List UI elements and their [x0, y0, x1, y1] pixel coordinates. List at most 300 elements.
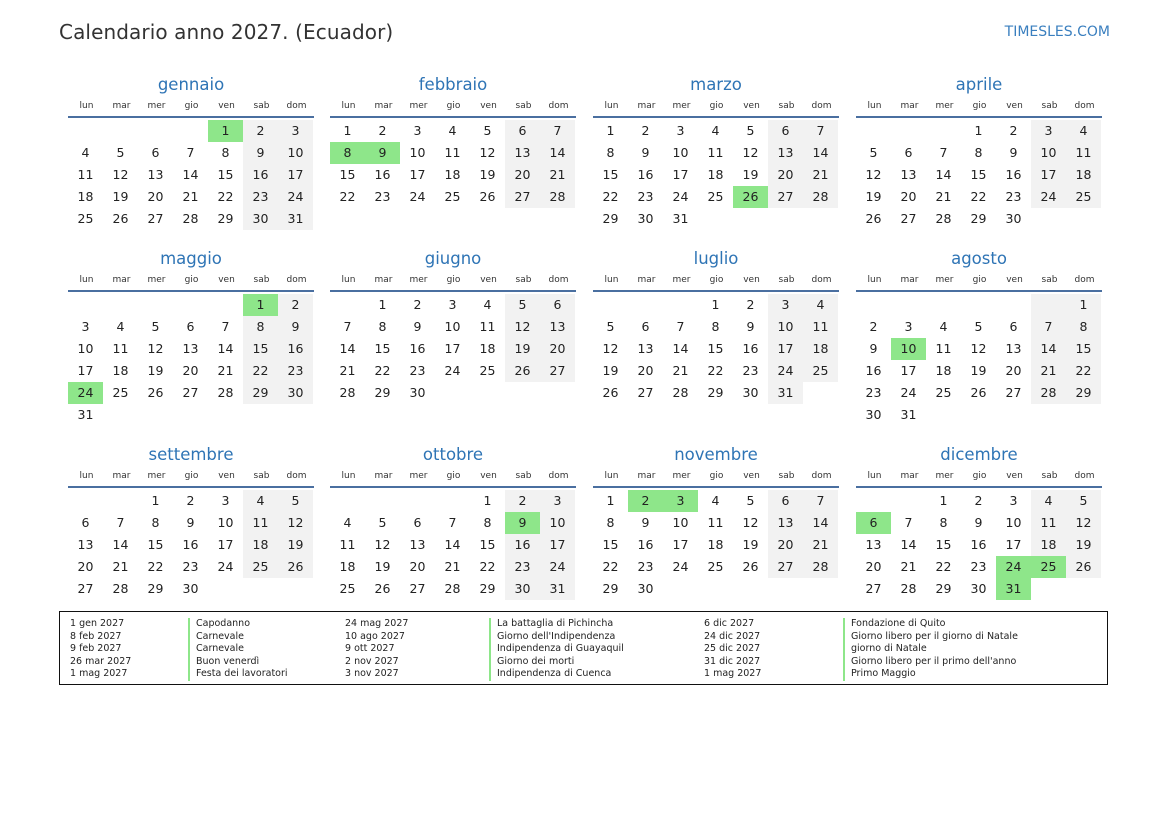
day-cell: 20 — [900, 189, 917, 204]
weekday-label: mer — [672, 101, 691, 111]
month-febbraio — [330, 74, 576, 208]
day-cell: 6 — [81, 515, 90, 530]
day-cell: 1 — [1066, 294, 1101, 316]
day-cell: 3 — [413, 123, 422, 138]
weekday-label: sab — [253, 471, 270, 481]
day-cell: 13 — [182, 341, 199, 356]
weekday-label: ven — [1006, 101, 1023, 111]
day-cell: 28 — [540, 186, 575, 208]
day-cell: 27 — [865, 581, 882, 596]
empty-cell — [961, 294, 996, 316]
day-cell: 6 — [641, 319, 650, 334]
empty-cell — [1031, 294, 1066, 316]
empty-cell — [173, 120, 208, 142]
day-cell: 11 — [444, 145, 461, 160]
day-cell: 30 — [182, 581, 199, 596]
empty-cell — [138, 294, 173, 316]
day-cell: 4 — [711, 493, 720, 508]
day-cell: 1 — [343, 123, 352, 138]
day-cell: 30 — [243, 208, 278, 230]
day-cell: 18 — [707, 537, 724, 552]
day-cell: 19 — [479, 167, 496, 182]
day-cell: 12 — [479, 145, 496, 160]
month-title: ottobre — [422, 445, 484, 464]
day-cell: 19 — [1066, 534, 1101, 556]
day-cell: 17 — [768, 338, 803, 360]
day-cell: 3 — [676, 123, 685, 138]
legend-holiday-name: La battaglia di Pichincha — [489, 618, 624, 631]
day-cell: 28 — [803, 556, 838, 578]
day-cell: 11 — [1066, 142, 1101, 164]
day-cell: 13 — [409, 537, 426, 552]
month-settembre — [68, 444, 314, 600]
weekday-label: mar — [900, 471, 919, 481]
day-cell: 1 — [606, 123, 615, 138]
holiday-day-cell: 1 — [243, 294, 278, 316]
day-cell: 17 — [409, 167, 426, 182]
day-cell: 2 — [974, 493, 983, 508]
day-cell: 14 — [540, 142, 575, 164]
weekday-label: mar — [374, 471, 393, 481]
month-rule — [68, 116, 314, 118]
day-cell: 5 — [278, 490, 313, 512]
day-cell: 31 — [672, 211, 689, 226]
weekday-label: dom — [548, 101, 569, 111]
month-rule — [330, 116, 576, 118]
day-cell: 29 — [970, 211, 987, 226]
day-cell: 31 — [900, 407, 917, 422]
day-cell: 8 — [221, 145, 230, 160]
holiday-legend — [59, 611, 1108, 685]
day-grid — [330, 490, 575, 600]
weekday-label: sab — [1041, 471, 1058, 481]
day-cell: 24 — [444, 363, 461, 378]
day-cell: 23 — [970, 559, 987, 574]
empty-cell — [891, 120, 926, 142]
day-cell: 26 — [505, 360, 540, 382]
day-cell: 25 — [707, 189, 724, 204]
day-cell: 21 — [1031, 360, 1066, 382]
day-cell: 17 — [1005, 537, 1022, 552]
day-grid — [593, 294, 838, 404]
day-cell: 10 — [1005, 515, 1022, 530]
day-cell: 5 — [116, 145, 125, 160]
empty-cell — [891, 294, 926, 316]
day-cell: 15 — [217, 167, 234, 182]
day-cell: 26 — [479, 189, 496, 204]
day-cell: 17 — [444, 341, 461, 356]
day-cell: 20 — [77, 559, 94, 574]
day-cell: 19 — [374, 559, 391, 574]
day-cell: 18 — [935, 363, 952, 378]
day-cell: 24 — [278, 186, 313, 208]
day-cell: 14 — [339, 341, 356, 356]
day-cell: 3 — [768, 294, 803, 316]
holiday-day-cell: 31 — [996, 578, 1031, 600]
day-cell: 24 — [217, 559, 234, 574]
day-cell: 7 — [676, 319, 685, 334]
legend-names-col-3 — [843, 618, 1018, 681]
day-cell: 6 — [540, 294, 575, 316]
month-maggio — [68, 248, 314, 426]
day-grid — [68, 490, 313, 600]
month-ottobre — [330, 444, 576, 600]
weekday-label: gio — [184, 275, 199, 285]
day-cell: 18 — [479, 341, 496, 356]
day-cell: 23 — [182, 559, 199, 574]
month-gennaio — [68, 74, 314, 230]
legend-date: 31 dic 2027 — [704, 655, 761, 667]
day-cell: 11 — [803, 316, 838, 338]
legend-date: 1 gen 2027 — [70, 618, 125, 629]
weekday-label: mer — [409, 275, 428, 285]
day-cell: 9 — [243, 142, 278, 164]
day-cell: 17 — [672, 537, 689, 552]
day-cell: 11 — [935, 341, 952, 356]
day-grid — [68, 294, 313, 426]
day-cell: 13 — [637, 341, 654, 356]
legend-date: 3 nov 2027 — [345, 668, 399, 679]
month-rule — [593, 486, 839, 488]
day-cell: 9 — [1009, 145, 1018, 160]
empty-cell — [926, 120, 961, 142]
weekday-label: dom — [811, 471, 832, 481]
weekday-header — [593, 99, 839, 113]
day-cell: 9 — [746, 319, 755, 334]
day-cell: 14 — [1031, 338, 1066, 360]
day-cell: 4 — [343, 515, 352, 530]
weekday-label: gio — [446, 471, 461, 481]
weekday-label: mer — [147, 101, 166, 111]
site-link[interactable]: TIMESLES.COM — [1004, 24, 1110, 40]
day-cell: 12 — [147, 341, 164, 356]
weekday-label: lun — [867, 471, 882, 481]
empty-cell — [208, 294, 243, 316]
weekday-label: ven — [743, 275, 760, 285]
empty-cell — [103, 120, 138, 142]
day-cell: 10 — [540, 512, 575, 534]
day-cell: 7 — [803, 120, 838, 142]
weekday-header — [330, 99, 576, 113]
day-cell: 29 — [243, 382, 278, 404]
day-cell: 30 — [637, 581, 654, 596]
month-rule — [593, 290, 839, 292]
legend-holiday-name: giorno di Natale — [843, 643, 1018, 656]
month-rule — [330, 290, 576, 292]
legend-holiday-name: Giorno libero per il primo dell'anno — [843, 656, 1018, 669]
day-cell: 3 — [904, 319, 913, 334]
legend-dates-col-3 — [704, 618, 761, 681]
day-cell: 5 — [151, 319, 160, 334]
day-cell: 7 — [186, 145, 195, 160]
day-cell: 30 — [505, 578, 540, 600]
weekday-label: dom — [811, 101, 832, 111]
legend-holiday-name: Capodanno — [188, 618, 288, 631]
day-cell: 9 — [641, 145, 650, 160]
day-cell: 18 — [112, 363, 129, 378]
day-cell: 9 — [869, 341, 878, 356]
day-cell: 5 — [869, 145, 878, 160]
day-cell: 10 — [444, 319, 461, 334]
weekday-label: dom — [286, 101, 307, 111]
weekday-label: lun — [867, 275, 882, 285]
month-marzo — [593, 74, 839, 230]
day-cell: 22 — [479, 559, 496, 574]
day-cell: 17 — [77, 363, 94, 378]
weekday-label: ven — [480, 471, 497, 481]
weekday-label: mer — [672, 471, 691, 481]
day-cell: 19 — [970, 363, 987, 378]
month-luglio — [593, 248, 839, 404]
day-cell: 29 — [217, 211, 234, 226]
day-cell: 27 — [900, 211, 917, 226]
day-cell: 26 — [1066, 556, 1101, 578]
day-cell: 2 — [505, 490, 540, 512]
day-cell: 15 — [243, 338, 278, 360]
weekday-label: gio — [972, 471, 987, 481]
day-cell: 26 — [374, 581, 391, 596]
legend-dates-col-2 — [345, 618, 408, 681]
day-cell: 25 — [935, 385, 952, 400]
day-cell: 15 — [602, 167, 619, 182]
legend-holiday-name: Fondazione di Quito — [843, 618, 1018, 631]
legend-holiday-name: Giorno dell'Indipendenza — [489, 631, 624, 644]
month-rule — [68, 290, 314, 292]
day-cell: 8 — [711, 319, 720, 334]
day-cell: 10 — [409, 145, 426, 160]
day-cell: 7 — [1031, 316, 1066, 338]
day-cell: 20 — [505, 164, 540, 186]
weekday-label: ven — [743, 471, 760, 481]
day-cell: 14 — [672, 341, 689, 356]
day-cell: 5 — [483, 123, 492, 138]
weekday-label: ven — [218, 275, 235, 285]
day-cell: 27 — [768, 186, 803, 208]
day-cell: 18 — [77, 189, 94, 204]
day-cell: 21 — [803, 164, 838, 186]
weekday-label: lun — [604, 471, 619, 481]
day-cell: 25 — [339, 581, 356, 596]
day-cell: 7 — [904, 515, 913, 530]
day-cell: 22 — [970, 189, 987, 204]
weekday-header — [68, 469, 314, 483]
day-cell: 16 — [243, 164, 278, 186]
weekday-label: ven — [218, 101, 235, 111]
day-cell: 20 — [865, 559, 882, 574]
day-cell: 29 — [1066, 382, 1101, 404]
day-cell: 23 — [742, 363, 759, 378]
day-cell: 12 — [742, 515, 759, 530]
weekday-label: gio — [709, 471, 724, 481]
day-cell: 23 — [637, 559, 654, 574]
day-cell: 1 — [151, 493, 160, 508]
day-cell: 18 — [339, 559, 356, 574]
legend-date: 9 ott 2027 — [345, 643, 395, 654]
weekday-label: mer — [409, 471, 428, 481]
legend-date: 26 mar 2027 — [70, 655, 132, 667]
day-cell: 16 — [1005, 167, 1022, 182]
day-cell: 26 — [865, 211, 882, 226]
holiday-day-cell: 24 — [68, 382, 103, 404]
month-rule — [330, 486, 576, 488]
day-cell: 26 — [112, 211, 129, 226]
day-cell: 14 — [182, 167, 199, 182]
day-cell: 24 — [900, 385, 917, 400]
day-cell: 14 — [803, 512, 838, 534]
empty-cell — [365, 490, 400, 512]
day-cell: 6 — [768, 490, 803, 512]
weekday-label: sab — [1041, 275, 1058, 285]
day-cell: 28 — [217, 385, 234, 400]
weekday-label: mer — [935, 471, 954, 481]
weekday-header — [593, 273, 839, 287]
day-cell: 8 — [243, 316, 278, 338]
day-cell: 9 — [278, 316, 313, 338]
weekday-label: gio — [184, 101, 199, 111]
day-cell: 2 — [746, 297, 755, 312]
day-cell: 2 — [278, 294, 313, 316]
day-cell: 27 — [147, 211, 164, 226]
holiday-day-cell: 8 — [330, 142, 365, 164]
day-cell: 6 — [413, 515, 422, 530]
day-cell: 25 — [1066, 186, 1101, 208]
day-cell: 4 — [1066, 120, 1101, 142]
empty-cell — [173, 294, 208, 316]
weekday-label: mer — [935, 275, 954, 285]
empty-cell — [663, 294, 698, 316]
day-cell: 5 — [378, 515, 387, 530]
day-cell: 11 — [479, 319, 496, 334]
day-grid — [856, 294, 1101, 426]
day-cell: 5 — [746, 123, 755, 138]
legend-date: 8 feb 2027 — [70, 630, 122, 642]
weekday-label: sab — [515, 471, 532, 481]
day-cell: 8 — [378, 319, 387, 334]
day-cell: 12 — [970, 341, 987, 356]
day-cell: 5 — [606, 319, 615, 334]
day-cell: 20 — [147, 189, 164, 204]
weekday-label: mar — [374, 101, 393, 111]
day-cell: 16 — [637, 167, 654, 182]
day-cell: 21 — [444, 559, 461, 574]
day-cell: 11 — [77, 167, 94, 182]
day-cell: 30 — [970, 581, 987, 596]
day-cell: 30 — [409, 385, 426, 400]
day-cell: 17 — [540, 534, 575, 556]
holiday-day-cell: 1 — [208, 120, 243, 142]
day-cell: 3 — [1009, 493, 1018, 508]
page-title: Calendario anno 2027. (Ecuador) — [59, 20, 394, 44]
day-cell: 17 — [1031, 164, 1066, 186]
day-grid — [330, 120, 575, 208]
day-cell: 19 — [865, 189, 882, 204]
legend-holiday-name: Giorno libero per il giorno di Natale — [843, 631, 1018, 644]
weekday-label: mar — [112, 275, 131, 285]
day-cell: 7 — [221, 319, 230, 334]
day-cell: 28 — [935, 211, 952, 226]
day-cell: 15 — [147, 537, 164, 552]
weekday-label: dom — [548, 471, 569, 481]
day-cell: 4 — [448, 123, 457, 138]
day-cell: 6 — [151, 145, 160, 160]
day-cell: 17 — [672, 167, 689, 182]
day-cell: 21 — [217, 363, 234, 378]
day-cell: 15 — [374, 341, 391, 356]
day-cell: 30 — [278, 382, 313, 404]
day-cell: 11 — [243, 512, 278, 534]
day-cell: 6 — [904, 145, 913, 160]
holiday-day-cell: 2 — [628, 490, 663, 512]
day-cell: 24 — [540, 556, 575, 578]
day-cell: 24 — [672, 559, 689, 574]
day-cell: 7 — [116, 515, 125, 530]
day-cell: 22 — [602, 559, 619, 574]
day-cell: 22 — [147, 559, 164, 574]
day-cell: 21 — [182, 189, 199, 204]
day-cell: 27 — [182, 385, 199, 400]
day-cell: 22 — [243, 360, 278, 382]
day-cell: 30 — [865, 407, 882, 422]
day-grid — [856, 490, 1101, 600]
day-cell: 26 — [970, 385, 987, 400]
day-cell: 23 — [278, 360, 313, 382]
day-cell: 2 — [243, 120, 278, 142]
day-grid — [856, 120, 1101, 230]
month-title: luglio — [693, 249, 739, 268]
day-cell: 20 — [409, 559, 426, 574]
weekday-label: sab — [778, 101, 795, 111]
day-cell: 19 — [278, 534, 313, 556]
day-cell: 12 — [1066, 512, 1101, 534]
weekday-label: mer — [409, 101, 428, 111]
empty-cell — [68, 490, 103, 512]
empty-cell — [138, 120, 173, 142]
day-cell: 6 — [505, 120, 540, 142]
weekday-label: mer — [147, 275, 166, 285]
day-cell: 29 — [602, 581, 619, 596]
day-cell: 23 — [637, 189, 654, 204]
legend-date: 2 nov 2027 — [345, 655, 399, 667]
legend-holiday-name: Giorno dei morti — [489, 656, 624, 669]
day-cell: 7 — [540, 120, 575, 142]
day-cell: 4 — [483, 297, 492, 312]
day-cell: 27 — [77, 581, 94, 596]
day-cell: 23 — [243, 186, 278, 208]
legend-names-col-1 — [188, 618, 288, 681]
day-cell: 4 — [1031, 490, 1066, 512]
weekday-label: dom — [1074, 471, 1095, 481]
day-cell: 25 — [803, 360, 838, 382]
day-cell: 16 — [865, 363, 882, 378]
weekday-label: mar — [112, 471, 131, 481]
day-cell: 20 — [1005, 363, 1022, 378]
weekday-label: mar — [374, 275, 393, 285]
day-cell: 11 — [707, 145, 724, 160]
day-cell: 26 — [147, 385, 164, 400]
day-cell: 21 — [935, 189, 952, 204]
day-cell: 7 — [939, 145, 948, 160]
weekday-label: dom — [548, 275, 569, 285]
weekday-header — [68, 99, 314, 113]
day-cell: 21 — [900, 559, 917, 574]
day-cell: 9 — [641, 515, 650, 530]
empty-cell — [593, 294, 628, 316]
day-cell: 20 — [182, 363, 199, 378]
day-cell: 30 — [742, 385, 759, 400]
month-giugno — [330, 248, 576, 404]
day-grid — [330, 294, 575, 404]
day-cell: 22 — [1066, 360, 1101, 382]
